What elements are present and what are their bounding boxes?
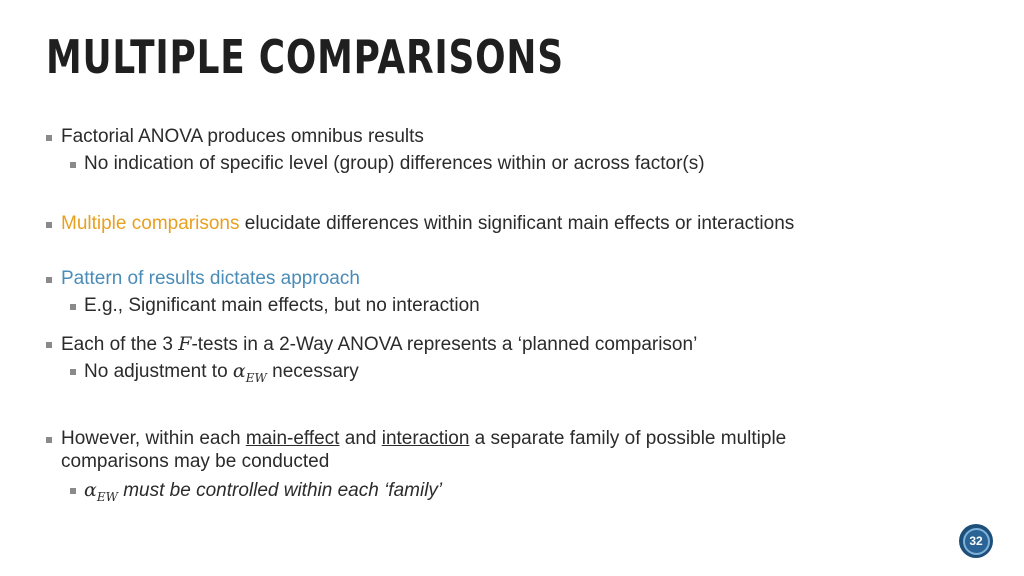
bullet-text [84,360,359,384]
bullet-text-rest: elucidate differences within significant main effects or interactions [239,213,795,234]
bullet-text [61,428,786,450]
bullet-marker [46,222,52,228]
bullet-text [61,213,794,235]
bullet-text: No indication of specific level (group) differences within or across factor(s) [84,153,705,174]
text-segment: and [339,428,382,449]
text-segment: a separate family of possible multiple [469,428,787,449]
page-number-badge [959,524,993,558]
f-symbol: F [178,333,192,355]
text-segment: must be controlled within each ‘family’ [117,480,443,501]
underlined-term: interaction [381,428,470,449]
alpha-symbol: α [232,360,246,382]
slide-title: MULTIPLE COMPARISONS [46,30,564,84]
text-segment: No adjustment to [84,361,233,382]
bullet-marker [46,135,52,141]
bullet-marker [46,437,52,443]
bullet-text: comparisons may be conducted [61,451,330,472]
alpha-subscript: EW [245,371,267,385]
bullet-marker [70,369,76,375]
bullet-text: Pattern of results dictates approach [61,268,360,289]
underlined-term: main-effect [245,428,340,449]
text-segment: Each of the 3 [61,334,179,355]
bullet-text [84,479,442,503]
bullet-text: Factorial ANOVA produces omnibus results [61,126,424,147]
bullet-marker [70,162,76,168]
highlight-term: Multiple comparisons [61,213,240,234]
bullet-marker [46,342,52,348]
bullet-text: E.g., Significant main effects, but no interaction [84,295,480,316]
page-number: 32 [963,528,990,555]
text-segment: However, within each [61,428,246,449]
bullet-text [61,333,697,356]
alpha-symbol: α [84,479,97,501]
bullet-marker [70,488,76,494]
text-segment: -tests in a 2-Way ANOVA represents a ‘planned comparison’ [191,334,698,355]
text-segment: necessary [266,361,359,382]
bullet-marker [70,304,76,310]
alpha-subscript: EW [96,490,118,504]
bullet-marker [46,277,52,283]
